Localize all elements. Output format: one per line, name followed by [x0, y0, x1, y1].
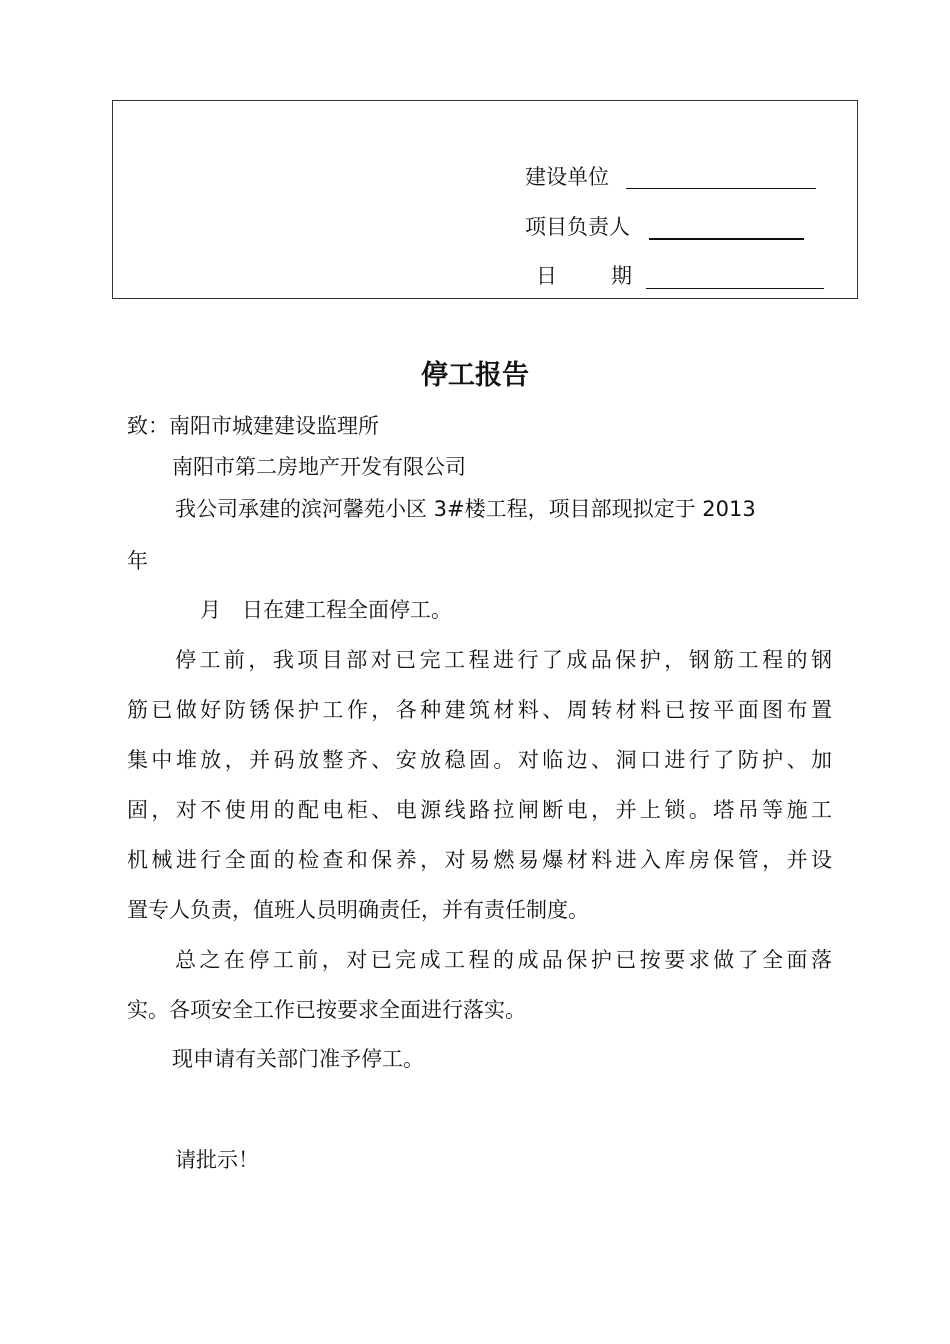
construction-unit-label: 建设单位 [525, 165, 609, 189]
date-line [646, 288, 824, 289]
project-manager-label: 项目负责人 [525, 215, 630, 239]
addressee-1: 致：南阳市城建建设监理所 [127, 414, 379, 438]
date-label-day: 日 [536, 264, 557, 288]
addressee-2: 南阳市第二房地产开发有限公司 [172, 455, 466, 479]
paragraph-2-line-2: 筋已做好防锈保护工作，各种建筑材料、周转材料已按平面图布置 [127, 698, 832, 722]
project-manager-line [649, 238, 804, 240]
paragraph-1-line-1: 我公司承建的滨河馨苑小区 3#楼工程，项目部现拟定于 2013 [175, 497, 756, 521]
paragraph-2-line-4: 固，对不使用的配电柜、电源线路拉闸断电，并上锁。塔吊等施工 [127, 798, 832, 822]
paragraph-2-line-3: 集中堆放，并码放整齐、安放稳固。对临边、洞口进行了防护、加 [127, 748, 832, 772]
construction-unit-line [626, 188, 816, 189]
paragraph-2-line-6: 置专人负责，值班人员明确责任，并有责任制度。 [127, 898, 589, 922]
paragraph-4: 现申请有关部门准予停工。 [172, 1047, 424, 1071]
paragraph-2-line-5: 机械进行全面的检查和保养，对易燃易爆材料进入库房保管，并设 [127, 848, 832, 872]
paragraph-5: 请批示！ [175, 1148, 259, 1172]
paragraph-3-line-1: 总之在停工前，对已完成工程的成品保护已按要求做了全面落 [175, 948, 832, 972]
signature-box [112, 100, 858, 299]
paragraph-2-line-1: 停工前，我项目部对已完工程进行了成品保护，钢筋工程的钢 [175, 648, 832, 672]
paragraph-1-line-3: 月 日在建工程全面停工。 [200, 598, 452, 622]
paragraph-3-line-2: 实。各项安全工作已按要求全面进行落实。 [127, 998, 526, 1022]
date-label-period: 期 [611, 264, 632, 288]
document-title: 停工报告 [421, 360, 529, 391]
paragraph-1-line-2: 年 [127, 549, 148, 573]
